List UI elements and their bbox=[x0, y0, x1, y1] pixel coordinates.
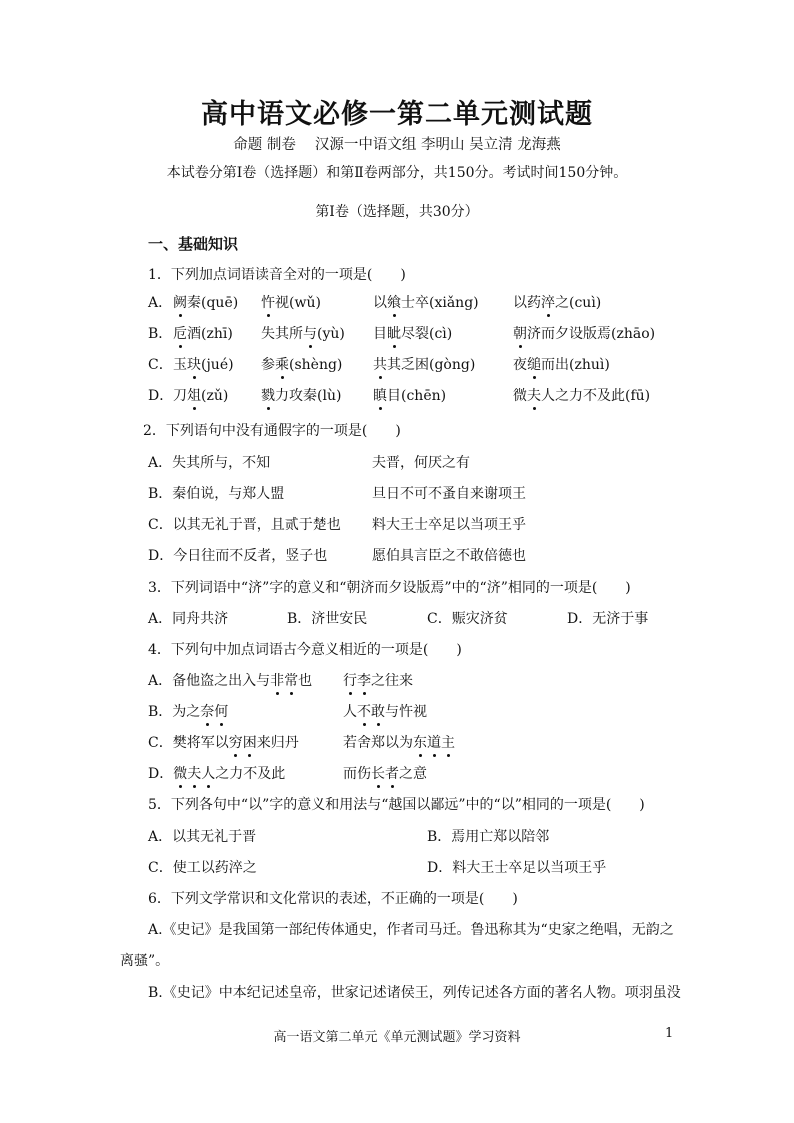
q5-option-b: B．焉用亡郑以陪邻 bbox=[427, 829, 550, 845]
q2-option-d-right: 愿伯具言臣之不敢倍德也 bbox=[372, 548, 526, 564]
q1-a-item-1: 阙秦(quē) bbox=[173, 292, 238, 312]
page-title: 高中语文必修一第二单元测试题 bbox=[201, 99, 593, 130]
page-footer: 高一语文第二单元《单元测试题》学习资料 bbox=[273, 1030, 521, 1045]
q4-option-a-left: A．备他盗之出入与非常也 bbox=[148, 670, 312, 690]
q1-option-label: B． bbox=[148, 326, 173, 342]
q4-option-d-left: D．微夫人之力不及此 bbox=[148, 763, 285, 783]
q5-option-c: C．使工以药淬之 bbox=[148, 860, 257, 876]
exam-instructions: 本试卷分第Ⅰ卷（选择题）和第Ⅱ卷两部分，共150分。考试时间150分钟。 bbox=[166, 165, 628, 181]
q5-option-d: D．料大王士卒足以当项王乎 bbox=[427, 860, 607, 876]
q1-a-item-4: 以药淬之(cuì) bbox=[513, 292, 601, 312]
question-6-stem: 6．下列文学常识和文化常识的表述，不正确的一项是( ) bbox=[148, 891, 518, 907]
q1-c-item-2: 参乘(shèng) bbox=[261, 354, 342, 374]
q4-option-b-left: B．为之奈何 bbox=[148, 701, 228, 721]
q4-option-c-right: 若舍郑以为东道主 bbox=[343, 732, 455, 752]
section-heading: 一、基础知识 bbox=[148, 235, 239, 253]
q1-c-item-3: 共其乏困(gòng) bbox=[373, 354, 475, 374]
q1-a-item-2: 忤视(wǔ) bbox=[261, 292, 321, 312]
volume-heading: 第Ⅰ卷（选择题，共30分） bbox=[315, 204, 479, 220]
q4-option-b-right: 人不敢与忤视 bbox=[343, 701, 427, 721]
q3-option-a: A．同舟共济 bbox=[148, 611, 229, 627]
q2-option-c-left: C．以其无礼于晋，且贰于楚也 bbox=[148, 517, 341, 533]
question-2-stem: 2．下列语句中没有通假字的一项是( ) bbox=[143, 423, 401, 439]
question-3-stem: 3．下列词语中“济”字的意义和“朝济而夕设版焉”中的“济”相同的一项是( ) bbox=[148, 580, 631, 596]
q2-option-c-right: 料大王士卒足以当项王乎 bbox=[372, 517, 526, 533]
question-1-stem: 1．下列加点词语读音全对的一项是( ) bbox=[148, 267, 406, 283]
q1-option-label: A． bbox=[148, 295, 173, 311]
q1-a-item-3: 以飨士卒(xiǎng) bbox=[373, 292, 479, 312]
q1-b-item-3: 目眦尽裂(cì) bbox=[373, 323, 452, 343]
q2-option-a-right: 夫晋，何厌之有 bbox=[372, 455, 470, 471]
q3-option-d: D．无济于事 bbox=[567, 611, 649, 627]
q1-b-item-2: 失其所与(yù) bbox=[261, 323, 345, 343]
q1-d-item-1: 刀俎(zǔ) bbox=[173, 385, 228, 405]
q4-option-c-left: C．樊将军以穷困来归丹 bbox=[148, 732, 299, 752]
q1-option-label: D． bbox=[148, 388, 174, 404]
authors-line: 命题 制卷 汉源一中语文组 李明山 吴立清 龙海燕 bbox=[233, 137, 561, 153]
q1-b-item-4: 朝济而夕设版焉(zhāo) bbox=[513, 323, 655, 343]
q4-option-d-right: 而伤长者之意 bbox=[343, 763, 427, 783]
q1-b-item-1: 卮酒(zhī) bbox=[173, 323, 233, 343]
q1-option-label: C． bbox=[148, 357, 173, 373]
q6-option-b-line-1: B.《史记》中本纪记述皇帝，世家记述诸侯王，列传记述各方面的著名人物。项羽虽没 bbox=[148, 985, 681, 1001]
q3-option-b: B．济世安民 bbox=[287, 611, 368, 627]
q1-d-item-2: 戮力攻秦(lù) bbox=[261, 385, 341, 405]
q5-option-a: A．以其无礼于晋 bbox=[148, 829, 257, 845]
q6-option-a-line-2: 离骚”。 bbox=[120, 953, 170, 969]
q6-option-a-line-1: A.《史记》是我国第一部纪传体通史，作者司马迁。鲁迅称其为“史家之绝唱，无韵之 bbox=[148, 922, 674, 938]
q1-d-item-3: 瞋目(chēn) bbox=[373, 385, 446, 405]
q2-option-b-left: B．秦伯说，与郑人盟 bbox=[148, 486, 285, 502]
q3-option-c: C．赈灾济贫 bbox=[427, 611, 508, 627]
q4-option-a-right: 行李之往来 bbox=[343, 670, 413, 690]
question-5-stem: 5．下列各句中“以”字的意义和用法与“越国以鄙远”中的“以”相同的一项是( ) bbox=[148, 797, 645, 813]
question-4-stem: 4．下列句中加点词语古今意义相近的一项是( ) bbox=[148, 642, 462, 658]
q2-option-b-right: 旦日不可不蚤自来谢项王 bbox=[372, 486, 526, 502]
page-number: 1 bbox=[665, 1026, 674, 1041]
q1-c-item-1: 玉玦(jué) bbox=[173, 354, 234, 374]
q2-option-d-left: D．今日往而不反者，竖子也 bbox=[148, 548, 328, 564]
q1-d-item-4: 微夫人之力不及此(fū) bbox=[513, 385, 650, 405]
q1-c-item-4: 夜缒而出(zhuì) bbox=[513, 354, 610, 374]
q2-option-a-left: A．失其所与，不知 bbox=[148, 455, 271, 471]
